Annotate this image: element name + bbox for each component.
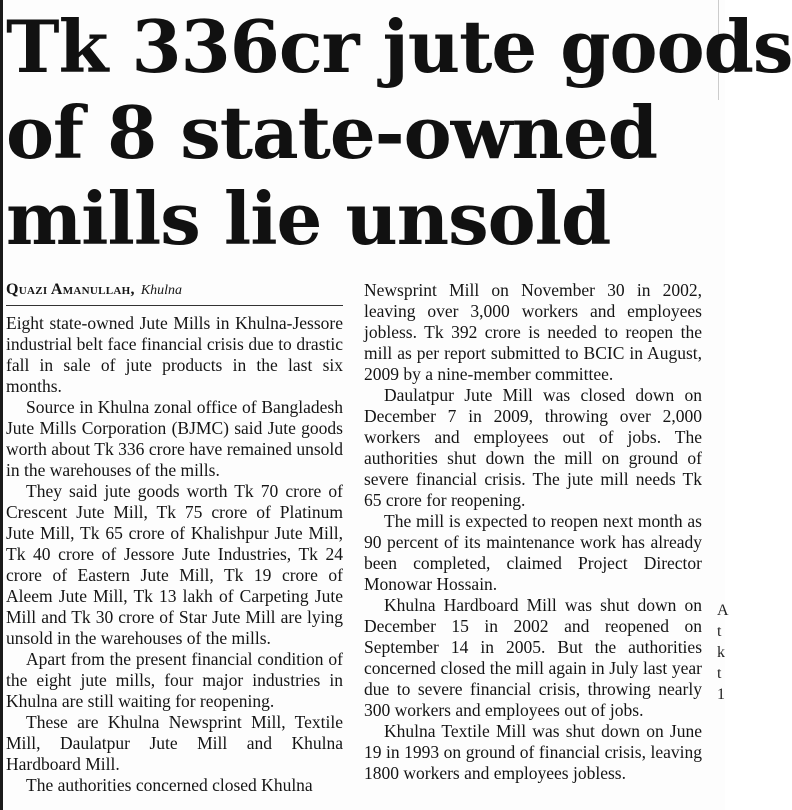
headline-line-3: mills lie unsold [6,176,611,261]
article-headline [6,4,792,262]
fragment-char: A [717,602,729,619]
byline [6,280,343,306]
paragraph: These are Khulna Newsprint Mill, Textile Mill, Daulatpur Jute Mill and Khulna Hardboard Mill. [6,712,343,774]
paragraph: The authorities concerned closed Khulna [26,775,313,795]
adjacent-article-fragment [717,600,729,800]
fragment-char: 1 [717,686,725,703]
paragraph: Khulna Textile Mill was shut down on June 19 in 1993 on ground of financial crisis, leaving 1800 workers and employees jobless. [364,721,702,783]
fragment-char: t [717,623,722,640]
byline-location: Khulna [140,283,183,298]
paragraph: Apart from the present financial condition of the eight jute mills, four major industries in Khulna are still waiting for reopening. [6,649,343,711]
headline-line-2: of 8 state-owned [6,90,658,175]
fragment-char: k [717,644,725,661]
paragraph: Newsprint Mill on November 30 in 2002, leaving over 3,000 workers and employees jobless. Tk 392 crore is needed to reopen the mill as per report submitted to BCIC in August, 2009 by a nine-member committee. [364,280,702,384]
article-column-right [364,280,702,784]
fragment-char: t [717,665,722,682]
headline-line-1: Tk 336cr jute goods [6,4,792,89]
paragraph: Eight state-owned Jute Mills in Khulna-Jessore industrial belt face financial crisis due to drastic fall in sale of jute products in the last six months. [6,313,343,396]
paragraph: Source in Khulna zonal office of Bangladesh Jute Mills Corporation (BJMC) said Jute goods worth about Tk 336 crore have remained unsold in the warehouses of the mills. [6,397,343,480]
paragraph: Khulna Hardboard Mill was shut down on December 15 in 2002 and reopened on September 14 in 2005. But the authorities concerned closed the mill again in July last year due to severe financial crisis, throwing nearly 300 workers and employees out of jobs. [364,595,702,720]
byline-author: Quazi Amanullah, [6,281,135,298]
paragraph: Daulatpur Jute Mill was closed down on December 7 in 2009, throwing over 2,000 workers and employees out of jobs. The authorities shut down the mill on ground of severe financial crisis. The jute mill needs Tk 65 crore for reopening. [364,385,702,510]
column-divider [352,282,353,802]
paragraph: The mill is expected to reopen next month as 90 percent of its maintenance work has already been completed, claimed Project Director Monowar Hossain. [364,511,702,594]
article-column-left [6,280,343,796]
paragraph: They said jute goods worth Tk 70 crore of Crescent Jute Mill, Tk 75 crore of Platinum Jute Mill, Tk 65 crore of Khalishpur Jute Mill, Tk 40 crore of Jessore Jute Industries, Tk 24 crore of Eastern Jute Mill, Tk 19 crore of Aleem Jute Mill, Tk 13 lakh of Carpeting Jute Mill and Tk 30 crore of Star Jute Mill are lying unsold in the warehouses of the mills. [6,481,343,648]
page-edge-rule [0,0,3,810]
